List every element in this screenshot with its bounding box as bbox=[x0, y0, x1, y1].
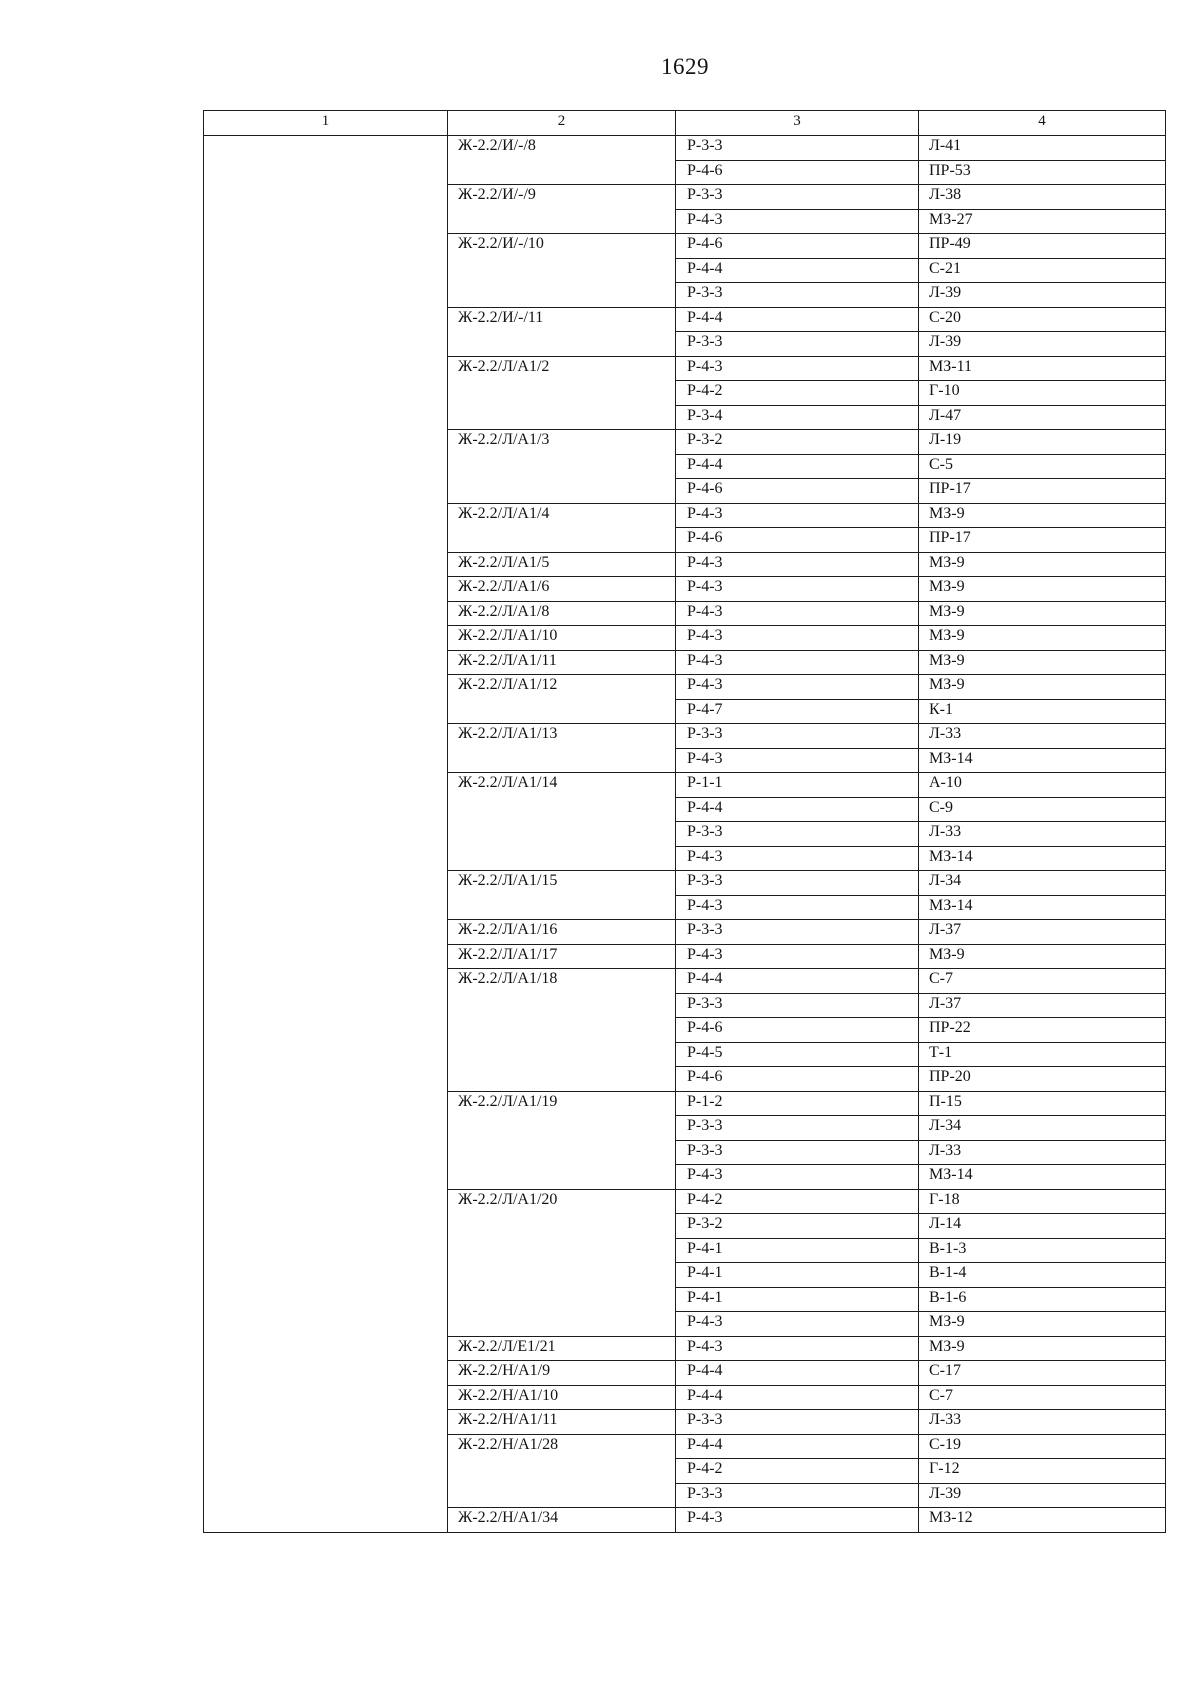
object-code-cell: Ж-2.2/Л/А1/15 bbox=[448, 871, 676, 920]
column-1-header: 1 bbox=[204, 111, 448, 136]
column-3-cell: Р-3-3 bbox=[676, 1483, 919, 1508]
column-3-cell: Р-4-3 bbox=[676, 650, 919, 675]
column-4-cell: МЗ-14 bbox=[919, 748, 1166, 773]
column-4-cell: ПР-17 bbox=[919, 528, 1166, 553]
column-4-cell: МЗ-27 bbox=[919, 209, 1166, 234]
column-3-cell: Р-3-3 bbox=[676, 185, 919, 210]
column-4-cell: МЗ-9 bbox=[919, 650, 1166, 675]
column-4-cell: Л-34 bbox=[919, 1116, 1166, 1141]
object-code-cell: Ж-2.2/И/-/8 bbox=[448, 136, 676, 185]
object-code-cell: Ж-2.2/Н/А1/28 bbox=[448, 1434, 676, 1508]
column-4-cell: Т-1 bbox=[919, 1042, 1166, 1067]
column-4-cell: МЗ-9 bbox=[919, 675, 1166, 700]
column-4-cell: С-7 bbox=[919, 1385, 1166, 1410]
object-code-cell: Ж-2.2/Л/А1/17 bbox=[448, 944, 676, 969]
column-4-cell: МЗ-9 bbox=[919, 1336, 1166, 1361]
column-4-cell: Л-47 bbox=[919, 405, 1166, 430]
header-row bbox=[204, 111, 1166, 136]
column-3-cell: Р-4-3 bbox=[676, 1508, 919, 1533]
column-3-cell: Р-3-3 bbox=[676, 724, 919, 749]
column-4-cell: Г-10 bbox=[919, 381, 1166, 406]
object-code-cell: Ж-2.2/Н/А1/9 bbox=[448, 1361, 676, 1386]
column-3-cell: Р-4-6 bbox=[676, 160, 919, 185]
column-3-cell: Р-3-3 bbox=[676, 1140, 919, 1165]
column-4-cell: С-21 bbox=[919, 258, 1166, 283]
column-3-cell: Р-4-3 bbox=[676, 1312, 919, 1337]
column-4-cell: Л-39 bbox=[919, 1483, 1166, 1508]
column-4-cell: Л-14 bbox=[919, 1214, 1166, 1239]
object-code-cell: Ж-2.2/Л/А1/2 bbox=[448, 356, 676, 430]
object-code-cell: Ж-2.2/Л/А1/14 bbox=[448, 773, 676, 871]
column-3-cell: Р-4-3 bbox=[676, 503, 919, 528]
object-code-cell: Ж-2.2/Л/А1/13 bbox=[448, 724, 676, 773]
column-3-cell: Р-4-3 bbox=[676, 577, 919, 602]
column-4-cell: П-15 bbox=[919, 1091, 1166, 1116]
column-3-cell: Р-3-3 bbox=[676, 136, 919, 161]
column-4-cell: МЗ-11 bbox=[919, 356, 1166, 381]
column-3-cell: Р-4-4 bbox=[676, 307, 919, 332]
column-4-cell: С-9 bbox=[919, 797, 1166, 822]
column-4-cell: С-20 bbox=[919, 307, 1166, 332]
object-code-cell: Ж-2.2/И/-/9 bbox=[448, 185, 676, 234]
table-row bbox=[204, 136, 1166, 161]
column-4-cell: МЗ-14 bbox=[919, 895, 1166, 920]
object-code-cell: Ж-2.2/Л/А1/5 bbox=[448, 552, 676, 577]
object-code-cell: Ж-2.2/Л/А1/6 bbox=[448, 577, 676, 602]
column-4-cell: МЗ-14 bbox=[919, 1165, 1166, 1190]
column-4-cell: К-1 bbox=[919, 699, 1166, 724]
column-4-cell: МЗ-9 bbox=[919, 1312, 1166, 1337]
object-code-cell: Ж-2.2/Л/А1/4 bbox=[448, 503, 676, 552]
column-4-cell: Л-39 bbox=[919, 283, 1166, 308]
column-3-cell: Р-4-6 bbox=[676, 479, 919, 504]
column-4-cell: Л-33 bbox=[919, 822, 1166, 847]
column-3-cell: Р-4-3 bbox=[676, 1336, 919, 1361]
object-code-cell: Ж-2.2/Н/А1/10 bbox=[448, 1385, 676, 1410]
column-2-header: 2 bbox=[448, 111, 676, 136]
column-4-cell: Л-33 bbox=[919, 724, 1166, 749]
object-code-cell: Ж-2.2/Л/А1/16 bbox=[448, 920, 676, 945]
column-3-cell: Р-4-3 bbox=[676, 895, 919, 920]
column-4-cell: Л-41 bbox=[919, 136, 1166, 161]
column-3-cell: Р-4-2 bbox=[676, 381, 919, 406]
column-3-cell: Р-4-3 bbox=[676, 356, 919, 381]
column-3-cell: Р-4-6 bbox=[676, 1067, 919, 1092]
object-code-cell: Ж-2.2/Л/А1/20 bbox=[448, 1189, 676, 1336]
column-4-cell: Л-38 bbox=[919, 185, 1166, 210]
page-number: 1629 bbox=[661, 54, 709, 79]
column-3-cell: Р-4-1 bbox=[676, 1263, 919, 1288]
object-code-cell: Ж-2.2/Н/А1/34 bbox=[448, 1508, 676, 1533]
column-3-cell: Р-3-3 bbox=[676, 822, 919, 847]
column-4-cell: В-1-3 bbox=[919, 1238, 1166, 1263]
column-4-cell: Л-19 bbox=[919, 430, 1166, 455]
column-3-cell: Р-4-1 bbox=[676, 1238, 919, 1263]
column-3-cell: Р-3-3 bbox=[676, 871, 919, 896]
column-3-cell: Р-4-6 bbox=[676, 1018, 919, 1043]
column-4-cell: Л-37 bbox=[919, 993, 1166, 1018]
column-4-header: 4 bbox=[919, 111, 1166, 136]
column-4-cell: Л-33 bbox=[919, 1140, 1166, 1165]
column-3-cell: Р-4-5 bbox=[676, 1042, 919, 1067]
column-3-cell: Р-1-2 bbox=[676, 1091, 919, 1116]
column-4-cell: МЗ-12 bbox=[919, 1508, 1166, 1533]
column-4-cell: МЗ-9 bbox=[919, 601, 1166, 626]
data-table bbox=[203, 110, 1166, 1533]
column-4-cell: ПР-17 bbox=[919, 479, 1166, 504]
object-code-cell: Ж-2.2/Н/А1/11 bbox=[448, 1410, 676, 1435]
column-4-cell: ПР-53 bbox=[919, 160, 1166, 185]
column-4-cell: Г-12 bbox=[919, 1459, 1166, 1484]
column-4-cell: МЗ-9 bbox=[919, 944, 1166, 969]
column-3-cell: Р-4-4 bbox=[676, 969, 919, 994]
column-4-cell: ПР-20 bbox=[919, 1067, 1166, 1092]
column-3-cell: Р-4-4 bbox=[676, 1385, 919, 1410]
column-3-cell: Р-4-3 bbox=[676, 675, 919, 700]
column-4-cell: С-19 bbox=[919, 1434, 1166, 1459]
column-4-cell: А-10 bbox=[919, 773, 1166, 798]
column-3-cell: Р-4-4 bbox=[676, 454, 919, 479]
object-code-cell: Ж-2.2/Л/А1/10 bbox=[448, 626, 676, 651]
object-code-cell: Ж-2.2/Л/А1/8 bbox=[448, 601, 676, 626]
table-body bbox=[204, 136, 1166, 1533]
column-3-cell: Р-3-3 bbox=[676, 332, 919, 357]
column-3-cell: Р-3-3 bbox=[676, 920, 919, 945]
column-3-cell: Р-4-3 bbox=[676, 552, 919, 577]
object-code-cell: Ж-2.2/Л/А1/11 bbox=[448, 650, 676, 675]
column-4-cell: МЗ-14 bbox=[919, 846, 1166, 871]
object-code-cell: Ж-2.2/Л/А1/12 bbox=[448, 675, 676, 724]
column-1-cell bbox=[204, 136, 448, 1533]
column-3-cell: Р-4-4 bbox=[676, 1434, 919, 1459]
column-3-cell: Р-3-4 bbox=[676, 405, 919, 430]
column-4-cell: МЗ-9 bbox=[919, 503, 1166, 528]
column-3-cell: Р-4-2 bbox=[676, 1189, 919, 1214]
column-4-cell: С-17 bbox=[919, 1361, 1166, 1386]
column-4-cell: Г-18 bbox=[919, 1189, 1166, 1214]
column-3-cell: Р-4-2 bbox=[676, 1459, 919, 1484]
column-4-cell: МЗ-9 bbox=[919, 577, 1166, 602]
column-3-header: 3 bbox=[676, 111, 919, 136]
column-3-cell: Р-3-2 bbox=[676, 430, 919, 455]
column-4-cell: МЗ-9 bbox=[919, 626, 1166, 651]
column-3-cell: Р-3-2 bbox=[676, 1214, 919, 1239]
column-4-cell: Л-39 bbox=[919, 332, 1166, 357]
object-code-cell: Ж-2.2/Л/Е1/21 bbox=[448, 1336, 676, 1361]
object-code-cell: Ж-2.2/Л/А1/18 bbox=[448, 969, 676, 1092]
column-3-cell: Р-4-3 bbox=[676, 748, 919, 773]
column-4-cell: ПР-49 bbox=[919, 234, 1166, 259]
column-4-cell: Л-34 bbox=[919, 871, 1166, 896]
table-header bbox=[204, 111, 1166, 136]
column-3-cell: Р-4-4 bbox=[676, 797, 919, 822]
object-code-cell: Ж-2.2/Л/А1/3 bbox=[448, 430, 676, 504]
object-code-cell: Ж-2.2/И/-/11 bbox=[448, 307, 676, 356]
column-3-cell: Р-4-1 bbox=[676, 1287, 919, 1312]
object-code-cell: Ж-2.2/И/-/10 bbox=[448, 234, 676, 308]
column-4-cell: В-1-4 bbox=[919, 1263, 1166, 1288]
column-3-cell: Р-4-3 bbox=[676, 209, 919, 234]
column-4-cell: С-7 bbox=[919, 969, 1166, 994]
object-code-cell: Ж-2.2/Л/А1/19 bbox=[448, 1091, 676, 1189]
column-4-cell: Л-33 bbox=[919, 1410, 1166, 1435]
column-3-cell: Р-3-3 bbox=[676, 993, 919, 1018]
column-3-cell: Р-4-3 bbox=[676, 601, 919, 626]
column-4-cell: С-5 bbox=[919, 454, 1166, 479]
column-3-cell: Р-4-7 bbox=[676, 699, 919, 724]
column-3-cell: Р-4-3 bbox=[676, 944, 919, 969]
column-3-cell: Р-3-3 bbox=[676, 1410, 919, 1435]
column-4-cell: МЗ-9 bbox=[919, 552, 1166, 577]
column-4-cell: Л-37 bbox=[919, 920, 1166, 945]
column-3-cell: Р-1-1 bbox=[676, 773, 919, 798]
column-4-cell: В-1-6 bbox=[919, 1287, 1166, 1312]
column-3-cell: Р-4-6 bbox=[676, 234, 919, 259]
column-3-cell: Р-4-6 bbox=[676, 528, 919, 553]
column-3-cell: Р-4-3 bbox=[676, 1165, 919, 1190]
column-3-cell: Р-3-3 bbox=[676, 283, 919, 308]
column-3-cell: Р-4-4 bbox=[676, 258, 919, 283]
column-3-cell: Р-3-3 bbox=[676, 1116, 919, 1141]
column-3-cell: Р-4-3 bbox=[676, 626, 919, 651]
column-3-cell: Р-4-4 bbox=[676, 1361, 919, 1386]
column-4-cell: ПР-22 bbox=[919, 1018, 1166, 1043]
column-3-cell: Р-4-3 bbox=[676, 846, 919, 871]
